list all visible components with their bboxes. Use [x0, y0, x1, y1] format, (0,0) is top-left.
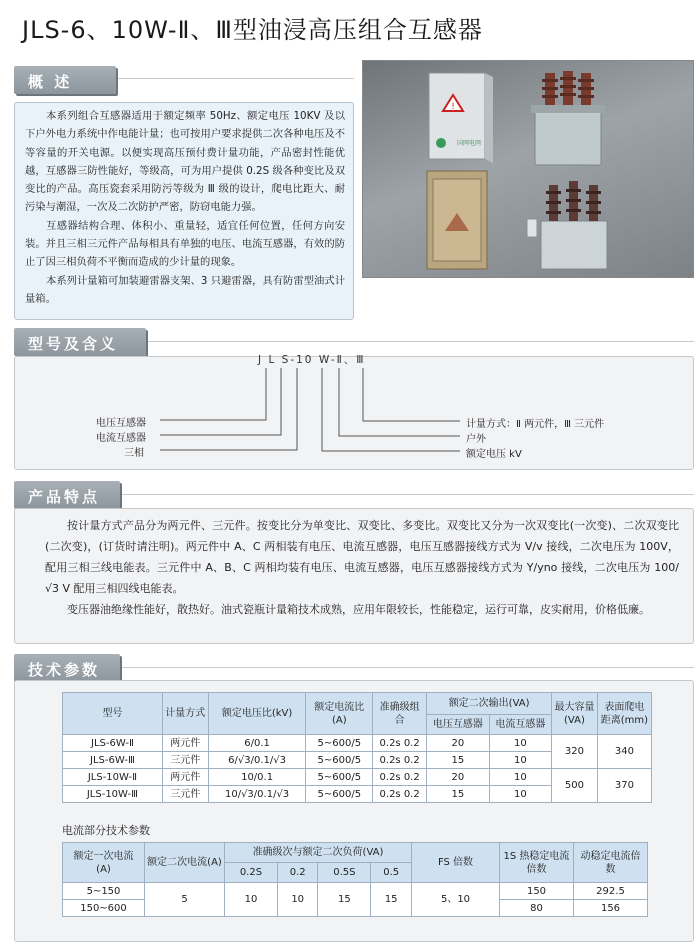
code-dash: - — [330, 354, 337, 366]
cell-class-05: 15 — [371, 883, 412, 917]
features-paragraph-2: 变压器油绝缘性能好，散热好。油式瓷瓶计量箱技术成熟，应用年限较长，性能稳定，运行可靠，皮实耐用，价格低廉。 — [67, 603, 650, 616]
cell-primary-current: 150~600 — [63, 900, 145, 917]
cell-iratio: 5~600/5 — [306, 786, 373, 803]
th-class-02s: 0.2S — [225, 863, 278, 883]
features-panel — [14, 508, 694, 644]
cell-thermal: 150 — [500, 883, 574, 900]
cell-out-v: 20 — [427, 735, 489, 752]
cell-out-v: 15 — [427, 786, 489, 803]
code-s: S — [281, 354, 291, 366]
th-model: 型号 — [63, 693, 163, 735]
cell-mode: 两元件 — [162, 735, 208, 752]
cell-dynamic: 292.5 — [574, 883, 648, 900]
svg-text:!: ! — [451, 102, 455, 112]
cell-capacity: 500 — [552, 769, 598, 803]
cell-model: JLS-6W-Ⅲ — [63, 752, 163, 769]
cell-primary-current: 5~150 — [63, 883, 145, 900]
label-three-phase: 三相 — [124, 448, 144, 459]
code-voltage: 10 — [296, 354, 314, 366]
cell-model: JLS-10W-Ⅲ — [63, 786, 163, 803]
spec-table — [62, 692, 652, 803]
th-dynamic: 动稳定电流倍数 — [574, 843, 648, 883]
cabinet-brand-text: 国网电网 — [457, 140, 482, 147]
overview-paragraph-3: 本系列计量箱可加装避雷器支架、3 只避雷器，具有防雷型油式计量箱。 — [25, 274, 345, 305]
th-class-05s: 0.5S — [318, 863, 371, 883]
cell-out-i: 10 — [489, 786, 551, 803]
cell-thermal: 80 — [500, 900, 574, 917]
code-ii: Ⅱ — [336, 354, 344, 366]
cell-accuracy: 0.2s 0.2 — [373, 735, 427, 752]
current-params-title: 电流部分技术参数 — [62, 824, 150, 837]
th-primary-current: 额定一次电流 (A) — [63, 843, 145, 883]
th-iratio: 额定电流比(A) — [306, 693, 373, 735]
th-class-05: 0.5 — [371, 863, 412, 883]
th-output: 额定二次输出(VA) — [427, 693, 552, 715]
cell-creepage: 340 — [597, 735, 651, 769]
cell-mode: 三元件 — [162, 786, 208, 803]
code-sep: 、 — [343, 354, 357, 366]
model-meaning-heading: 型号及含义 — [14, 328, 146, 356]
th-output-voltage: 电压互感器 — [427, 715, 489, 735]
cell-vratio: 10/0.1 — [208, 769, 306, 786]
code-w: W — [318, 354, 331, 366]
page-title: JLS-6、10W-Ⅱ、Ⅲ型油浸高压组合互感器 — [22, 16, 483, 44]
th-output-current: 电流互感器 — [489, 715, 551, 735]
cell-model: JLS-10W-Ⅱ — [63, 769, 163, 786]
label-outdoor: 户外 — [466, 434, 486, 445]
code-iii: Ⅲ — [356, 354, 366, 366]
code-dash: - — [290, 354, 297, 366]
features-heading: 产品特点 — [14, 481, 120, 509]
cell-out-v: 15 — [427, 752, 489, 769]
cell-out-i: 10 — [489, 769, 551, 786]
cell-out-v: 20 — [427, 769, 489, 786]
cell-mode: 三元件 — [162, 752, 208, 769]
cell-class-02: 10 — [277, 883, 318, 917]
overview-paragraph-2: 互感器结构合理、体积小、重量轻，适宜任何位置，任何方向安装。并且三相三元件产品每相具有单独的电压、电流互感器，有效的防止了因三相负荷不平衡而造成的少计量的现象。 — [25, 219, 345, 269]
code-l: L — [268, 354, 277, 366]
th-accuracy: 准确级组合 — [373, 693, 427, 735]
table-row — [63, 735, 652, 752]
cell-capacity: 320 — [552, 735, 598, 769]
th-capacity: 最大容量(VA) — [552, 693, 598, 735]
cell-accuracy: 0.2s 0.2 — [373, 786, 427, 803]
cell-iratio: 5~600/5 — [306, 769, 373, 786]
cell-model: JLS-6W-Ⅱ — [63, 735, 163, 752]
cell-accuracy: 0.2s 0.2 — [373, 769, 427, 786]
cell-dynamic: 156 — [574, 900, 648, 917]
label-voltage-transformer: 电压互感器 — [96, 418, 146, 429]
cell-vratio: 10/√3/0.1/√3 — [208, 786, 306, 803]
cell-iratio: 5~600/5 — [306, 735, 373, 752]
overview-heading: 概 述 — [14, 66, 116, 94]
th-fs: FS 倍数 — [412, 843, 500, 883]
table-row — [63, 769, 652, 786]
th-secondary-current: 额定二次电流(A) — [145, 843, 225, 883]
cell-out-i: 10 — [489, 735, 551, 752]
cell-out-i: 10 — [489, 752, 551, 769]
cell-vratio: 6/0.1 — [208, 735, 306, 752]
features-paragraph-1: 按计量方式产品分为两元件、三元件。按变比分为单变比、双变比、多变比。双变比又分为一次双变比(一次变)、二次双变比(二次变)，(订货时请注明)。两元件中 A、C 两相装有电压、电流互感器，电压互感器接线方式为 V/v 接线，二次电压为 100V，配用三相三线电能表。三元件中 A、B、C 两相均装有电压、电流互感器，电压互感器接线方式为 Y/yno 接线，二次电压为 100/√3 V 配用三相四线电能表。 — [45, 519, 679, 595]
cell-class-05s: 15 — [318, 883, 371, 917]
cell-secondary-current: 5 — [145, 883, 225, 917]
cell-iratio: 5~600/5 — [306, 752, 373, 769]
cell-mode: 两元件 — [162, 769, 208, 786]
current-params-table — [62, 842, 648, 917]
label-metering-mode: 计量方式：Ⅱ 两元件，Ⅲ 三元件 — [466, 419, 605, 430]
cell-fs: 5、10 — [412, 883, 500, 917]
th-creepage: 表面爬电距离(mm) — [597, 693, 651, 735]
th-class-02: 0.2 — [277, 863, 318, 883]
overview-paragraph-1: 本系列组合互感器适用于额定频率 50Hz、额定电压 10KV 及以下户外电力系统中作电能计量；也可按用户要求提供二次各种电压及不等容量的开关电源。以便实现高压预付费计量功能，产品密封性能优越，互感器三防性能好，等级高，可为用户提供 0.2S 级各种变比及双变比的产品。高压瓷套采用防污等级为 Ⅲ 级的设计，爬电比距大、耐污染与潮湿，一次及二次防护严密，防窃电能力强。 — [25, 110, 345, 214]
th-accuracy-load: 准确级次与额定二次负荷(VA) — [225, 843, 412, 863]
label-rated-voltage: 额定电压 kV — [466, 449, 522, 460]
th-vratio: 额定电压比(kV) — [208, 693, 306, 735]
cell-creepage: 370 — [597, 769, 651, 803]
cell-accuracy: 0.2s 0.2 — [373, 752, 427, 769]
label-current-transformer: 电流互感器 — [96, 433, 146, 444]
cell-vratio: 6/√3/0.1/√3 — [208, 752, 306, 769]
cell-class-02s: 10 — [225, 883, 278, 917]
th-thermal: 1S 热稳定电流倍数 — [500, 843, 574, 883]
th-mode: 计量方式 — [162, 693, 208, 735]
code-j: J — [258, 354, 264, 366]
table-row — [63, 883, 648, 900]
tech-heading: 技术参数 — [14, 654, 120, 682]
